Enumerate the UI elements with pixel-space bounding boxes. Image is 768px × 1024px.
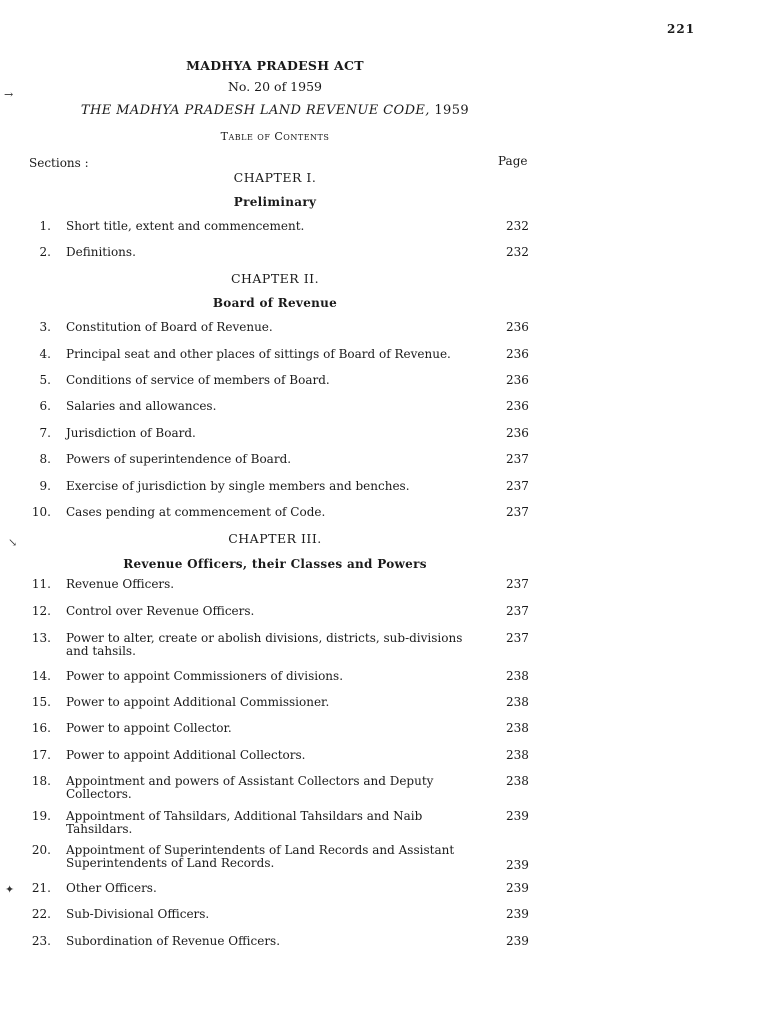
section-number: 7.: [39, 426, 51, 440]
code-year: 1959: [434, 103, 470, 118]
section-number: 12.: [31, 604, 51, 618]
margin-mark: ↘: [8, 536, 18, 549]
section-page: 238: [506, 774, 529, 788]
section-number: 6.: [39, 399, 51, 413]
section-title: Exercise of jurisdiction by single members and benches.: [66, 479, 410, 493]
section-number: 11.: [31, 577, 51, 591]
section-number: 21.: [31, 881, 51, 895]
section-title: Appointment of Tahsildars, Additional Tahsildars and Naib Tahsildars.: [66, 809, 423, 836]
section-number: 19.: [31, 809, 51, 823]
section-number: 4.: [39, 347, 51, 361]
section-page: 237: [506, 479, 529, 493]
section-page: 238: [506, 695, 529, 709]
section-page: 232: [506, 219, 529, 233]
section-number: 20.: [31, 843, 51, 857]
toc-entry: [0, 775, 560, 807]
chapter-title: Board of Revenue: [212, 296, 338, 310]
chapter-title: Preliminary: [233, 195, 317, 209]
section-number: 1.: [39, 219, 51, 233]
section-page: 237: [506, 577, 529, 591]
section-page: 238: [506, 748, 529, 762]
section-page: 239: [506, 934, 529, 948]
act-number: No. 20 of 1959: [227, 79, 322, 94]
margin-mark: ✦: [5, 883, 15, 896]
toc-heading: Table of Contents: [220, 130, 330, 143]
code-title-text: THE MADHYA PRADESH LAND REVENUE CODE,: [80, 103, 430, 118]
section-page: 236: [506, 320, 529, 334]
section-page: 237: [506, 631, 529, 645]
code-title: [0, 103, 550, 118]
section-number: 9.: [39, 479, 51, 493]
section-title: Appointment and powers of Assistant Collectors and Deputy Collectors.: [66, 774, 434, 801]
section-page: 239: [506, 907, 529, 921]
section-number: 3.: [39, 320, 51, 334]
section-title: Jurisdiction of Board.: [66, 426, 196, 440]
section-number: 22.: [31, 907, 51, 921]
section-page: 237: [506, 452, 529, 466]
section-title: Conditions of service of members of Board.: [66, 373, 330, 387]
section-title: Power to alter, create or abolish divisions, districts, sub-divisions and tahsils.: [66, 631, 463, 658]
section-title: Revenue Officers.: [66, 577, 175, 591]
page-column-label: Page: [498, 154, 528, 168]
section-number: 8.: [39, 452, 51, 466]
section-title: Power to appoint Commissioners of divisions.: [66, 669, 344, 683]
section-page: 236: [506, 399, 529, 413]
section-title: Cases pending at commencement of Code.: [66, 505, 326, 519]
section-number: 16.: [31, 721, 51, 735]
section-title: Sub-Divisional Officers.: [66, 907, 210, 921]
section-number: 5.: [39, 373, 51, 387]
section-title: Other Officers.: [66, 881, 157, 895]
section-number: 13.: [31, 631, 51, 645]
toc-entry: [0, 810, 560, 842]
section-title: Salaries and allowances.: [66, 399, 217, 413]
section-title: Constitution of Board of Revenue.: [66, 320, 273, 334]
section-number: 17.: [31, 748, 51, 762]
section-title: Powers of superintendence of Board.: [66, 452, 292, 466]
section-number: 18.: [31, 774, 51, 788]
section-page: 236: [506, 426, 529, 440]
section-page: 239: [506, 858, 529, 872]
chapter-heading: CHAPTER II.: [230, 271, 320, 286]
toc-entry: [0, 844, 560, 876]
chapter-heading: CHAPTER III.: [228, 531, 322, 546]
section-title: Control over Revenue Officers.: [66, 604, 255, 618]
section-title: Power to appoint Collector.: [66, 721, 232, 735]
section-page: 232: [506, 245, 529, 259]
section-title: Short title, extent and commencement.: [66, 219, 305, 233]
section-number: 2.: [39, 245, 51, 259]
sections-label: Sections :: [29, 156, 89, 170]
chapter-heading: CHAPTER I.: [233, 170, 317, 185]
section-number: 10.: [31, 505, 51, 519]
page-number: 221: [667, 22, 696, 36]
section-page: 236: [506, 347, 529, 361]
act-title: MADHYA PRADESH ACT: [186, 58, 364, 73]
section-page: 238: [506, 669, 529, 683]
section-number: 23.: [31, 934, 51, 948]
section-number: 15.: [31, 695, 51, 709]
section-page: 237: [506, 604, 529, 618]
section-page: 236: [506, 373, 529, 387]
section-title: Power to appoint Additional Commissioner.: [66, 695, 330, 709]
section-title: Appointment of Superintendents of Land Records and Assistant Superintendents of Land Records.: [66, 843, 455, 870]
section-page: 239: [506, 809, 529, 823]
toc-entry: [0, 632, 560, 664]
section-title: Power to appoint Additional Collectors.: [66, 748, 306, 762]
section-title: Principal seat and other places of sittings of Board of Revenue.: [66, 347, 451, 361]
section-page: 237: [506, 505, 529, 519]
margin-mark: →: [4, 88, 14, 101]
section-page: 239: [506, 881, 529, 895]
chapter-title: Revenue Officers, their Classes and Powers: [123, 557, 427, 571]
section-title: Subordination of Revenue Officers.: [66, 934, 281, 948]
toc-entry: [0, 935, 560, 967]
section-page: 238: [506, 721, 529, 735]
section-title: Definitions.: [66, 245, 136, 259]
section-number: 14.: [31, 669, 51, 683]
